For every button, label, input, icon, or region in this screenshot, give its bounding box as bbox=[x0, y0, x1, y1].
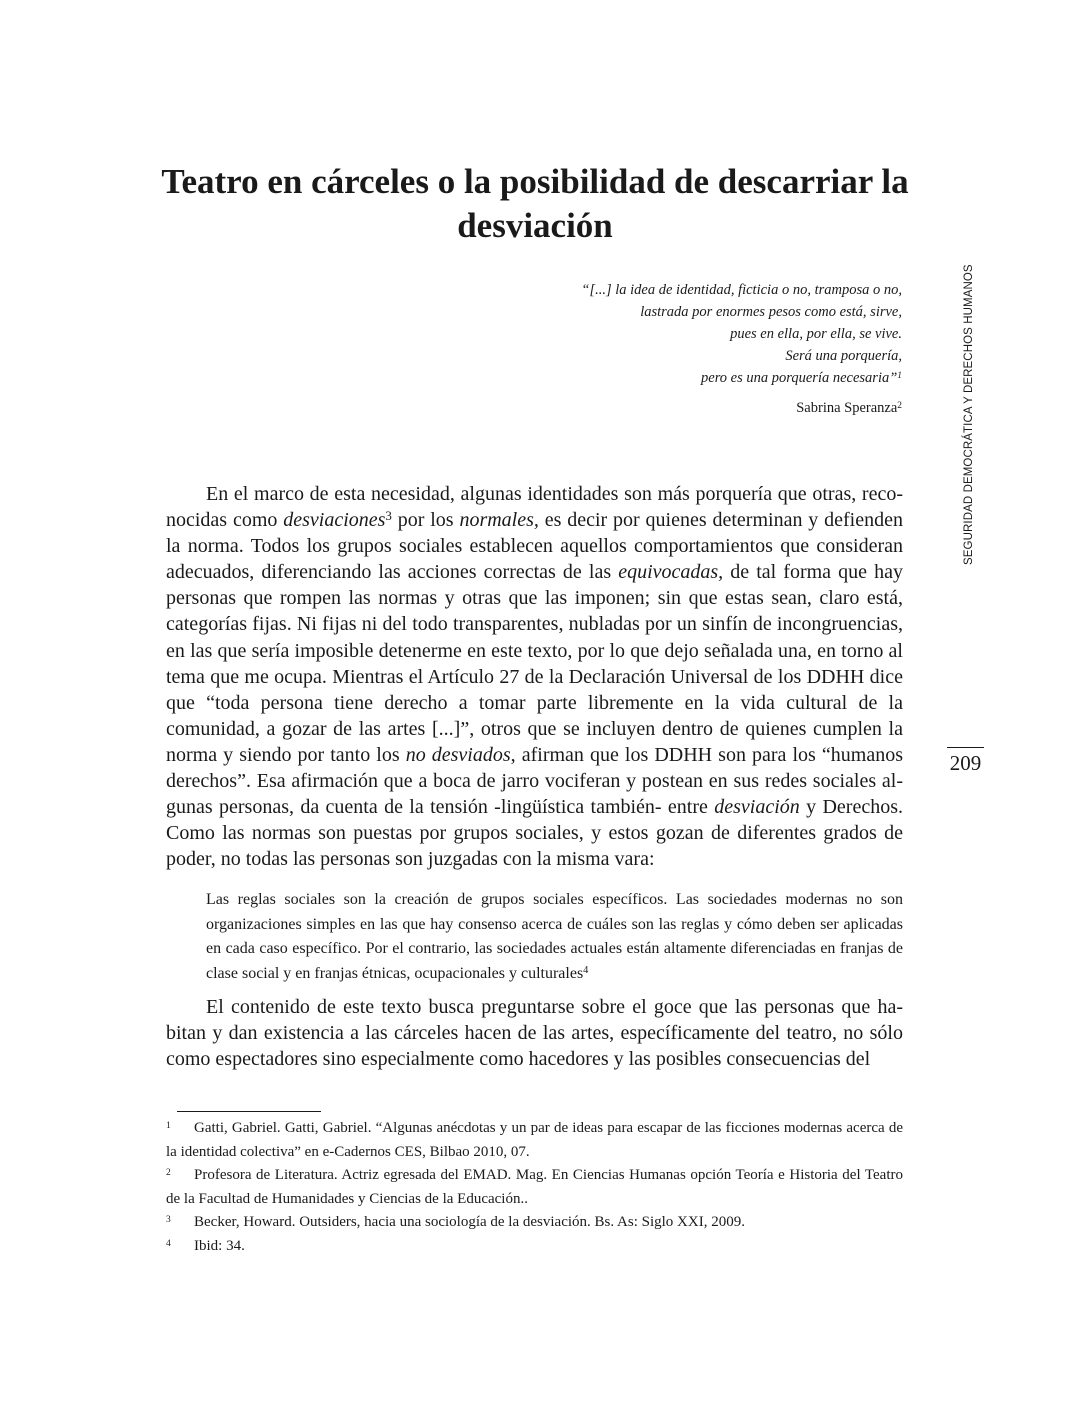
footnote-mark: 1 bbox=[166, 1121, 171, 1131]
footnote-text: Becker, Howard. Outsiders, hacia una sociología de la desviación. Bs. As: Siglo XXI, 2009. bbox=[194, 1214, 745, 1230]
footnote-ref: 2 bbox=[897, 400, 902, 411]
text-run: por los bbox=[391, 509, 460, 532]
text-run: de tal forma que hay personas que rompen las normas y otras que las imponen; sin que estas sean, claro está, categorías fijas. Ni fijas ni del todo transparentes, nubladas por un sinfín de incongruencias, en las que sería imposible detenerme en este texto, por lo que dejo señalada una, en torno al tema que me ocupa. Mientras el Artículo 27 de la Declaración Universal de los DDHH dice que “toda persona tiene derecho a tomar parte libremente en la vida cultural de la comunidad, a gozar de las artes [...]”, otros que se incluyen dentro de quienes cumplen la norma y siendo por tanto los bbox=[166, 561, 903, 766]
footnote bbox=[166, 1164, 903, 1211]
footnote-mark: 2 bbox=[166, 1168, 171, 1178]
block-quote-text: Las reglas sociales son la creación de grupos sociales específicos. Las sociedades modernas no son organizaciones simples en las que hay consenso acerca de cuáles son las reglas y cómo deben ser aplicadas en cada caso específico. Por el contrario, las sociedades actuales están altamente diferenciadas en franjas de clase social y en franjas étnicas, ocupacionales y culturales bbox=[206, 891, 903, 982]
footnote-text: Gatti, Gabriel. Gatti, Gabriel. “Algunas anécdotas y un par de ideas para escapar de las ficciones modernas acerca de la identidad colectiva” en e-Cadernos CES, Bilbao 2010, 07. bbox=[166, 1120, 903, 1160]
epigraph-line: Será una porquería, bbox=[785, 348, 902, 364]
footnote-text: Profesora de Literatura. Actriz egresada del EMAD. Mag. En Ciencias Humanas opción Teoría e Historia del Teatro de la Facultad de Humanidades y Ciencias de la Educación.. bbox=[166, 1167, 903, 1207]
emphasis: desviaciones bbox=[283, 509, 386, 532]
epigraph-author bbox=[796, 397, 902, 419]
emphasis: normales, bbox=[459, 509, 539, 532]
footnote bbox=[166, 1235, 903, 1259]
text-run: , afirman que los DDHH son para los “humanos derechos”. Esa afirmación que a boca de jarro vociferan y postean en sus redes sociales algunas personas, da cuenta de la tensión -lingüística también- entre bbox=[166, 743, 903, 819]
footnote-text: Ibid: 34. bbox=[194, 1237, 245, 1254]
epigraph-line: pues en ella, por ella, se vive. bbox=[730, 326, 902, 342]
footnote-mark: 4 bbox=[166, 1238, 171, 1249]
footnote-ref: 1 bbox=[897, 370, 902, 381]
page-number: 209 bbox=[949, 751, 982, 775]
epigraph-author-name: Sabrina Speranza bbox=[796, 400, 898, 416]
emphasis: equivocadas, bbox=[618, 561, 724, 584]
body-paragraph-2 bbox=[166, 994, 903, 1072]
epigraph-line: lastrada por enormes pesos como está, sirve, bbox=[640, 304, 902, 320]
footnote-ref: 3 bbox=[385, 508, 392, 524]
emphasis: desviación bbox=[714, 796, 800, 819]
emphasis: no desviados bbox=[405, 743, 511, 766]
text-run: es decir por quienes determinan y defienden la norma. Todos los grupos sociales establecen aquellos comportamientos que consideran adecuados, diferenciando las acciones correctas de las bbox=[166, 509, 903, 584]
epigraph-line bbox=[482, 367, 902, 389]
footnotes bbox=[166, 1117, 903, 1258]
footnote bbox=[166, 1211, 903, 1235]
text-run: y Derechos. Como las normas son puestas por grupos sociales, y estos gozan de diferentes grados de poder, no todas las personas son juzgadas con la misma vara: bbox=[166, 796, 903, 871]
footnote-divider bbox=[177, 1111, 321, 1112]
footnote-ref: 4 bbox=[583, 964, 589, 976]
text-run: En el marco de esta necesidad, algunas identidades son más porquería que otras, reconocidas como bbox=[166, 483, 903, 532]
paragraph bbox=[166, 481, 903, 872]
page-number-rule bbox=[947, 747, 984, 748]
epigraph-line: “[...] la idea de identidad, ficticia o no, tramposa o no, bbox=[581, 282, 902, 298]
running-head: SEGURIDAD DEMOCRÁTICA Y DERECHOS HUMANOS bbox=[963, 264, 975, 565]
epigraph-last-line-text: pero es una porquería necesaria” bbox=[701, 370, 898, 386]
block-quote bbox=[206, 888, 903, 986]
body-paragraph-1 bbox=[166, 481, 903, 872]
epigraph bbox=[482, 279, 902, 389]
page-title: Teatro en cárceles o la posibilidad de descarriar la desviación bbox=[161, 162, 909, 245]
footnote bbox=[166, 1117, 903, 1164]
paragraph: El contenido de este texto busca preguntarse sobre el goce que las personas que habitan y dan existencia a las cárceles hacen de las artes, específicamente del teatro, no sólo como espectadores sino especialmente como hacedores y las posibles consecuencias del bbox=[166, 996, 903, 1071]
footnote-mark: 3 bbox=[166, 1215, 171, 1225]
